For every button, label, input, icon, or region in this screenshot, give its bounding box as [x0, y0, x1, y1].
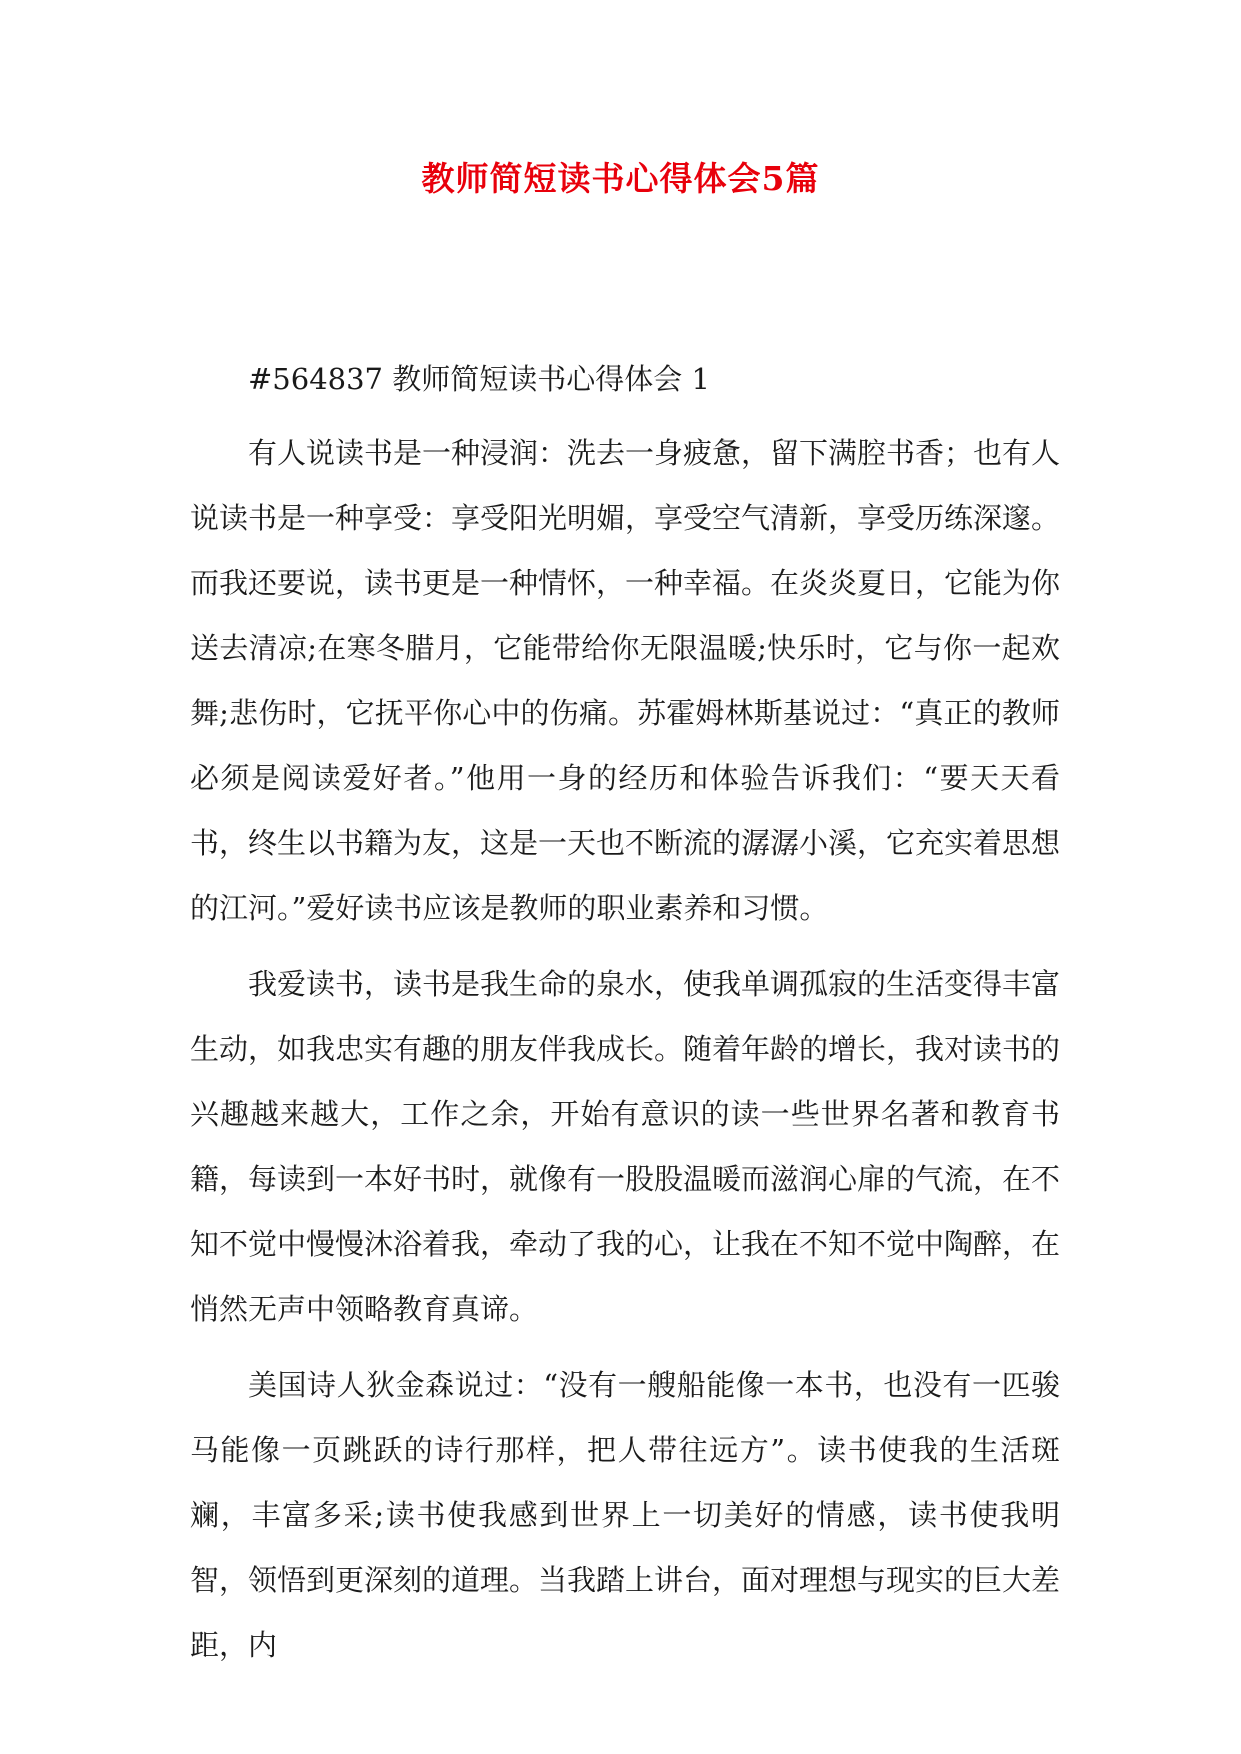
paragraph-1: 有人说读书是一种浸润：洗去一身疲惫，留下满腔书香；也有人说读书是一种享受：享受阳光明媚，享受空气清新，享受历练深邃。而我还要说，读书更是一种情怀，一种幸福。在炎炎夏日，它能为你送去清凉;在寒冬腊月，它能带给你无限温暖;快乐时，它与你一起欢舞;悲伤时，它抚平你心中的伤痛。苏霍姆林斯基说过：“真正的教师必须是阅读爱好者。”他用一身的经历和体验告诉我们：“要天天看书，终生以书籍为友，这是一天也不断流的潺潺小溪，它充实着思想的江河。”爱好读书应该是教师的职业素养和习惯。	[190, 436, 1061, 925]
paragraph-2: 我爱读书，读书是我生命的泉水，使我单调孤寂的生活变得丰富生动，如我忠实有趣的朋友伴我成长。随着年龄的增长，我对读书的兴趣越来越大，工作之余，开始有意识的读一些世界名著和教育书籍，每读到一本好书时，就像有一股股温暖而滋润心扉的气流，在不知不觉中慢慢沐浴着我，牵动了我的心，让我在不知不觉中陶醉，在悄然无声中领略教育真谛。	[190, 967, 1061, 1326]
paragraph-3: 美国诗人狄金森说过：“没有一艘船能像一本书，也没有一匹骏马能像一页跳跃的诗行那样，把人带往远方”。读书使我的生活斑斓，丰富多采;读书使我感到世界上一切美好的情感，读书使我明智，领悟到更深刻的道理。当我踏上讲台，面对理想与现实的巨大差距，内	[190, 1368, 1061, 1662]
document-title: 教师简短读书心得体会5篇	[421, 159, 820, 198]
section-heading: #564837 教师简短读书心得体会 1	[248, 362, 710, 396]
document-body	[190, 357, 1060, 1689]
